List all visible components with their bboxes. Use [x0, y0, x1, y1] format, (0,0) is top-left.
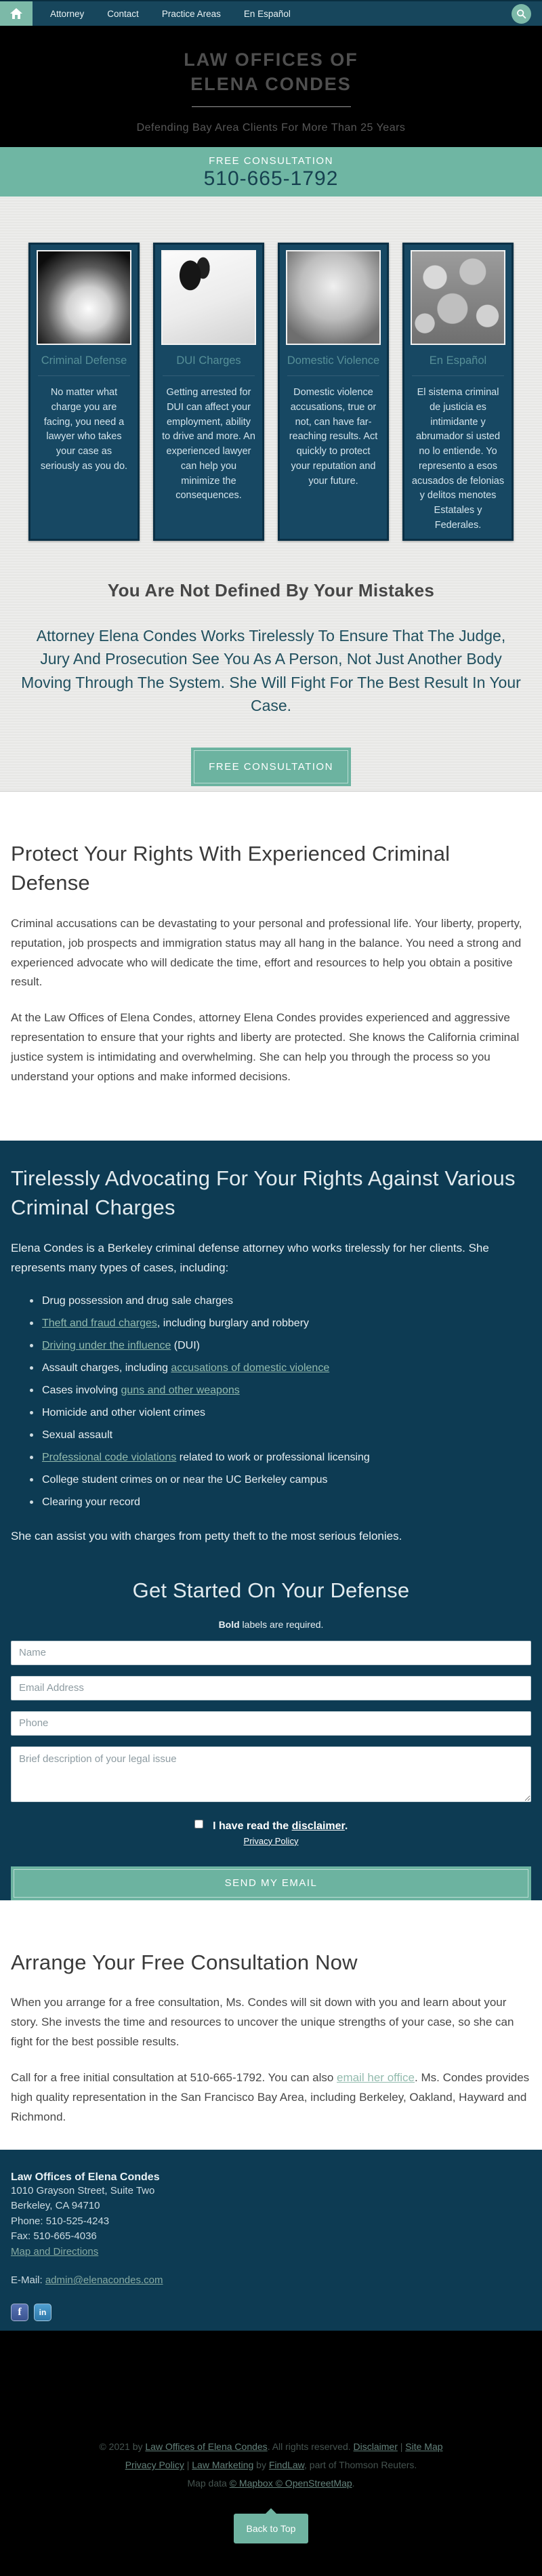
card-criminal-defense[interactable]	[28, 243, 140, 541]
home-icon	[10, 8, 22, 19]
protect-paragraph-1: Criminal accusations can be devastating to your personal and professional life. Your liberty, property, reputation, job prospects and immigration status may all hang in the balance. You need a strong and experienced advocate who will dedicate the time, effort and resources to help you obtain a positive result.	[11, 916, 522, 989]
charge-list-item	[42, 1315, 531, 1332]
protect-rights-section	[0, 792, 542, 1141]
inline-text: related to work or professional licensing	[176, 1451, 370, 1463]
name-input[interactable]	[11, 1641, 531, 1665]
back-to-top-button[interactable]: Back to Top	[234, 2514, 308, 2543]
inline-text: . All rights reserved.	[267, 2440, 354, 2452]
disclaimer-checkbox[interactable]	[194, 1820, 203, 1828]
email-input[interactable]	[11, 1676, 531, 1700]
protect-paragraph-2: At the Law Offices of Elena Condes, attorney Elena Condes provides experienced and aggressive representation to ensure that your rights and liberty are protected. She knows the California criminal justice system is intimidating and overwhelming. She can help you through the process so you understand your options and make informed decisions.	[11, 1011, 520, 1084]
disclaimer-link[interactable]: disclaimer	[291, 1820, 345, 1832]
phone-input[interactable]	[11, 1711, 531, 1736]
inline-link[interactable]: Law Marketing	[192, 2459, 254, 2471]
footer-fax: Fax: 510-665-4036	[11, 2230, 97, 2243]
required-note	[11, 1619, 531, 1630]
card-divider	[38, 375, 130, 376]
card-divider	[287, 375, 379, 376]
required-note-rest: labels are required.	[239, 1618, 324, 1630]
inline-link[interactable]: Disclaimer	[353, 2440, 398, 2452]
legal-line-1	[0, 2438, 542, 2456]
inline-link[interactable]: © Mapbox © OpenStreetMap	[229, 2478, 352, 2489]
footer-phone: Phone: 510-525-4243	[11, 2215, 110, 2227]
inline-text: |	[184, 2459, 192, 2471]
facebook-icon[interactable]: f	[11, 2304, 28, 2321]
disclaimer-row	[11, 1820, 531, 1833]
consultation-paragraph-2	[11, 2068, 531, 2127]
advocating-closing: She can assist you with charges from petty theft to the most serious felonies.	[11, 1529, 402, 1542]
linkedin-icon[interactable]: in	[34, 2304, 51, 2321]
legal-issue-textarea[interactable]	[11, 1746, 531, 1802]
inline-link[interactable]: Theft and fraud charges	[42, 1317, 157, 1329]
card-text: Domestic violence accusations, true or not, can have far-reaching results. Act quickly to protect your reputation and your future.	[289, 387, 378, 487]
consultation-paragraph-1: When you arrange for a free consultation, Ms. Condes will sit down with you and learn about your story. She invests the time and resources to uncover the unique strengths of your case, so she can fight for the best possible results.	[11, 1996, 514, 2049]
charge-list-item	[42, 1338, 531, 1354]
consultation-heading: Arrange Your Free Consultation Now	[11, 1950, 358, 1974]
inline-link[interactable]: Driving under the influence	[42, 1339, 171, 1351]
charge-list-item	[42, 1293, 531, 1309]
inline-text: Call for a free initial consultation at 510-665-1792. You can also	[11, 2070, 337, 2084]
form-heading: Get Started On Your Defense	[132, 1578, 410, 1603]
inline-text: Homicide and other violent crimes	[42, 1406, 205, 1418]
send-my-email-button[interactable]: SEND MY EMAIL	[11, 1866, 531, 1900]
legal-footer	[0, 2331, 542, 2576]
top-navigation-bar	[0, 0, 542, 26]
footer-address-line1: 1010 Grayson Street, Suite Two	[11, 2184, 155, 2196]
stone-carving-photo	[411, 250, 505, 345]
inline-text: , part of Thomson Reuters.	[304, 2459, 417, 2471]
mistakes-heading: You Are Not Defined By Your Mistakes	[107, 579, 435, 600]
inline-text: Map data	[187, 2478, 230, 2489]
email-label: E-Mail:	[11, 2274, 45, 2287]
car-keys-in-martini-photo	[161, 250, 256, 345]
free-consultation-band	[0, 147, 542, 197]
protect-rights-heading: Protect Your Rights With Experienced Criminal Defense	[11, 842, 451, 895]
card-text: Getting arrested for DUI can affect your employment, ability to drive and more. An experienced lawyer can help you minimize the consequences.	[162, 387, 255, 502]
required-note-bold: Bold	[218, 1618, 240, 1630]
inline-text: .	[352, 2478, 355, 2489]
inline-link[interactable]: Law Offices of Elena Condes	[145, 2440, 268, 2452]
inline-text: © 2021 by	[99, 2440, 146, 2452]
card-en-espanol[interactable]	[402, 243, 514, 541]
email-link[interactable]: admin@elenacondes.com	[45, 2274, 163, 2287]
legal-line-3	[0, 2474, 542, 2493]
charge-list-item	[42, 1360, 531, 1376]
charges-list	[11, 1293, 531, 1511]
consultation-section	[0, 1900, 542, 2150]
charge-list-item	[42, 1450, 531, 1466]
nav-item-attorney[interactable]: Attorney	[50, 8, 85, 19]
social-links	[11, 2304, 531, 2321]
inline-link[interactable]: Professional code violations	[42, 1451, 177, 1463]
card-title: Domestic Violence	[287, 354, 380, 367]
inline-link[interactable]: accusations of domestic violence	[171, 1362, 330, 1374]
masthead	[0, 26, 542, 147]
tagline: Defending Bay Area Clients For More Than 25 Years	[136, 121, 406, 134]
inline-text: Drug possession and drug sale charges	[42, 1294, 233, 1307]
inline-link[interactable]: Privacy Policy	[125, 2459, 184, 2471]
card-text: El sistema criminal de justicia es intimidante y abrumador si usted no lo entiende. Yo represento a esos acusados de felonias y delitos menotes Estatales y Federales.	[411, 387, 505, 531]
inline-text: , including burglary and robbery	[157, 1317, 310, 1329]
charge-list-item	[42, 1405, 531, 1421]
card-divider	[163, 375, 255, 376]
clasped-hands-photo	[286, 250, 381, 345]
free-consultation-button[interactable]: FREE CONSULTATION	[191, 748, 351, 786]
privacy-policy-link[interactable]: Privacy Policy	[243, 1835, 299, 1846]
nav-links	[33, 1, 512, 26]
footer-email-row	[11, 2273, 531, 2289]
inline-text: Assault charges, including	[42, 1362, 171, 1374]
inline-text: by	[253, 2459, 269, 2471]
charge-list-item	[42, 1494, 531, 1511]
privacy-row	[11, 1835, 531, 1847]
practice-cards	[0, 243, 542, 541]
phone-number[interactable]: 510-665-1792	[203, 167, 339, 190]
card-domestic-violence[interactable]	[278, 243, 389, 541]
nav-item-en-espanol[interactable]: En Español	[243, 8, 291, 19]
site-title	[0, 47, 542, 97]
legal-line-2	[0, 2456, 542, 2474]
advocating-intro: Elena Condes is a Berkeley criminal defense attorney who works tirelessly for her clients. She represents many types of cases, including:	[11, 1241, 489, 1274]
footer-firm-name: Law Offices of Elena Condes	[11, 2171, 160, 2183]
card-divider	[412, 375, 504, 376]
charge-list-item	[42, 1472, 531, 1488]
nav-item-practice-areas[interactable]: Practice Areas	[161, 8, 221, 19]
footer	[0, 2150, 542, 2331]
inline-text: Cases involving	[42, 1384, 121, 1396]
hands-reaching-photo	[37, 250, 131, 345]
home-button[interactable]	[0, 1, 33, 26]
card-text: No matter what charge you are facing, you need a lawyer who takes your case as seriously as you do.	[40, 387, 128, 472]
search-icon	[516, 9, 526, 19]
mistakes-paragraph: Attorney Elena Condes Works Tirelessly To Ensure That The Judge, Jury And Prosecution See You As A Person, Not Just Another Body Moving Through The System. She Will Fight For The Best Result In Your Case.	[21, 626, 521, 714]
inline-text: |	[397, 2440, 406, 2452]
charge-list-item	[42, 1427, 531, 1444]
inline-text: College student crimes on or near the UC Berkeley campus	[42, 1473, 328, 1486]
site-title-line2: ELENA CONDES	[190, 74, 352, 95]
footer-address-line2: Berkeley, CA 94710	[11, 2200, 100, 2212]
inline-link[interactable]: email her office	[337, 2070, 415, 2084]
disclaimer-text-pre: I have read the	[213, 1820, 292, 1832]
card-title: Criminal Defense	[41, 354, 127, 367]
inline-link[interactable]: guns and other weapons	[121, 1384, 240, 1396]
charge-list-item	[42, 1383, 531, 1399]
title-divider	[192, 106, 351, 107]
advocating-section	[0, 1141, 542, 1900]
free-consultation-label: FREE CONSULTATION	[209, 155, 333, 167]
nav-item-contact[interactable]: Contact	[107, 8, 139, 19]
inline-text: . Ms. Condes provides high quality representation in the San Francisco Bay Area, including Berkeley, Oakland, Hayward and Richmond.	[11, 2070, 530, 2123]
disclaimer-text-post: .	[344, 1820, 348, 1832]
advocating-heading: Tirelessly Advocating For Your Rights Against Various Criminal Charges	[11, 1166, 516, 1220]
card-title: DUI Charges	[176, 354, 241, 367]
card-dui-charges[interactable]	[153, 243, 264, 541]
map-directions-link[interactable]: Map and Directions	[11, 2245, 99, 2257]
inline-text: (DUI)	[171, 1339, 200, 1351]
inline-link[interactable]: FindLaw	[268, 2459, 305, 2471]
search-button[interactable]	[512, 4, 531, 24]
card-title: En Español	[429, 354, 487, 367]
inline-text: Sexual assault	[42, 1429, 113, 1441]
inline-link[interactable]: Site Map	[405, 2440, 443, 2452]
inline-text: Clearing your record	[42, 1496, 140, 1508]
highlights-section	[0, 197, 542, 792]
site-title-line1: LAW OFFICES OF	[184, 49, 358, 70]
